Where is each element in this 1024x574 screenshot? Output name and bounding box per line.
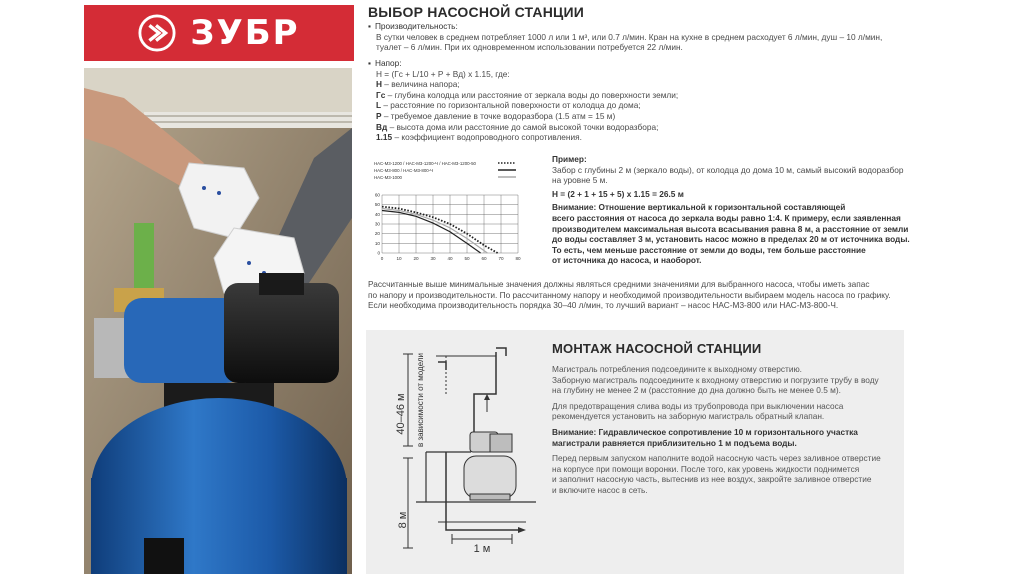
x-tick-label: 50	[464, 256, 470, 261]
x-tick-label: 30	[430, 256, 436, 261]
install-line: и включите насос в сеть.	[552, 484, 648, 495]
install-title: МОНТАЖ НАСОСНОЙ СТАНЦИИ	[552, 341, 762, 356]
example-label: Пример:	[552, 154, 587, 164]
y-tick-label: 30	[374, 221, 380, 227]
y-tick-label: 50	[374, 202, 380, 208]
install-line: и заполнит насосную часть, вытеснив из нее воздух, закройте заливное отверстие	[552, 474, 872, 485]
install-text	[552, 364, 881, 496]
legend-label: НАС-М3-1000	[374, 175, 402, 180]
y-tick-label: 20	[374, 231, 380, 237]
selection-title: ВЫБОР НАСОСНОЙ СТАНЦИИ	[368, 4, 584, 20]
attention-line: производителем максимальная высота всасывания равна 8 м, а расстояние от земли	[552, 223, 909, 234]
x-tick-label: 70	[498, 256, 504, 261]
note-line: Если необходима производительность порядка 30–40 л/мин, то лучший вариант – насос НАС-М3-800 или НАС-М3-800-Ч.	[368, 300, 839, 311]
attention-line: до воды составляет 3 м, установить насос можно в пределах 20 м от источника воды.	[552, 234, 910, 245]
model-note-label: в зависимости от модели	[416, 352, 425, 448]
x-tick-label: 60	[481, 256, 487, 261]
horizontal-label: 1 м	[473, 543, 491, 555]
pump-performance-chart	[370, 157, 540, 265]
summary-note	[368, 279, 891, 311]
x-tick-label: 0	[380, 256, 384, 261]
example-block	[552, 154, 910, 266]
legend-label: НАС-М3-1200 / НАС-М3-1200-Ч / НАС-М3-1200-50	[374, 161, 476, 166]
note-line: по напору и производительности. По рассчитанному напору и необходимой производительности выбираем модель насоса по графику.	[368, 289, 891, 300]
definition-row: L – расстояние по горизонтальной поверхности от колодца до дома;	[376, 100, 641, 111]
productivity-line: туалет – 6 л/мин. При их одновременном использовании потребуется 22 л/мин.	[376, 42, 683, 53]
install-line: рекомендуется установить на заборную магистраль обратный клапан.	[552, 411, 825, 422]
definition-row: Гс – глубина колодца или расстояние от зеркала воды до поверхности земли;	[376, 89, 679, 100]
install-line: на глубину не менее 2 м (расстояние до дна должно быть не менее 0.5 м).	[552, 385, 841, 396]
install-warning: Внимание: Гидравлическое сопротивление 10 м горизонтального участка	[552, 426, 858, 437]
install-line: Заборную магистраль подсоедините к входному отверстию и погрузите трубу в воду	[552, 374, 879, 385]
example-line: Забор с глубины 2 м (зеркало воды), от колодца до дома 10 м, самый высокий водоразбор	[552, 164, 904, 175]
productivity-line: В сутки человек в среднем потребляет 1000 л или 1 м³, или 0.7 л/мин. Кран на кухне в среднем расходует 6 л/мин, душ – 10 л/мин,	[376, 31, 883, 42]
install-diagram	[376, 334, 546, 564]
legend-label: НАС-М3-800 / НАС-М3-800-Ч	[374, 168, 434, 173]
attention-line: всего расстояния от насоса до зеркала воды равно 1:4. К примеру, если заявленная	[552, 212, 901, 223]
productivity-label: ▪ Производительность:	[368, 21, 882, 32]
head-formula: H = (Гс + L/10 + P + Вд) x 1.15, где:	[376, 68, 510, 79]
install-line: Перед первым запуском наполните водой насосную часть через заливное отверстие	[552, 453, 881, 464]
attention-line: от источника до насоса, и наоборот.	[552, 255, 702, 266]
install-warning: магистрали равняется приблизительно 1 м подъема воды.	[552, 437, 797, 448]
definition-row: P – требуемое давление в точке водоразбора (1.5 атм = 15 м)	[376, 110, 616, 121]
brand-name: ЗУБР	[190, 13, 300, 53]
install-line: Магистраль потребления подсоедините к выходному отверстию.	[552, 364, 802, 374]
attention-line: Внимание: Отношение вертикальной к горизонтальной составляющей	[552, 202, 846, 213]
depth-label: 8 м	[397, 511, 409, 529]
y-tick-label: 40	[374, 211, 380, 217]
note-line: Рассчитанные выше минимальные значения должны являться средними значениями для выбранного насоса, чтобы иметь запас	[368, 279, 870, 289]
productivity-block	[368, 21, 882, 53]
head-label: ▪ Напор:	[368, 58, 678, 69]
brand-chevron-icon	[138, 14, 176, 52]
attention-line: То есть, чем меньше расстояние от земли до воды, тем больше расстояние	[552, 244, 866, 255]
install-line: на корпусе при помощи воронки. После того, как уровень жидкости поднимется	[552, 463, 860, 474]
height-label: 40–46 м	[395, 393, 407, 435]
series-line	[382, 210, 481, 253]
definition-row: 1.15 – коэффициент водопроводного сопротивления.	[376, 132, 582, 143]
example-line: на уровне 5 м.	[552, 175, 608, 186]
definition-row: Вд – высота дома или расстояние до самой высокой точки водоразбора;	[376, 121, 659, 132]
y-tick-label: 0	[377, 250, 380, 256]
brand-logo	[84, 5, 354, 61]
head-block	[368, 58, 678, 143]
example-result: H = (2 + 1 + 15 + 5) x 1.15 = 26.5 м	[552, 188, 684, 199]
x-tick-label: 80	[515, 256, 521, 261]
y-tick-label: 60	[374, 192, 380, 198]
x-tick-label: 40	[447, 256, 453, 261]
series-line	[382, 207, 498, 253]
definition-row: H – величина напора;	[376, 79, 460, 90]
install-line: Для предотвращения слива воды из трубопровода при выключении насоса	[552, 400, 844, 411]
x-tick-label: 20	[413, 256, 419, 261]
x-tick-label: 10	[396, 256, 402, 261]
product-photo	[84, 68, 352, 574]
y-tick-label: 10	[374, 240, 380, 246]
